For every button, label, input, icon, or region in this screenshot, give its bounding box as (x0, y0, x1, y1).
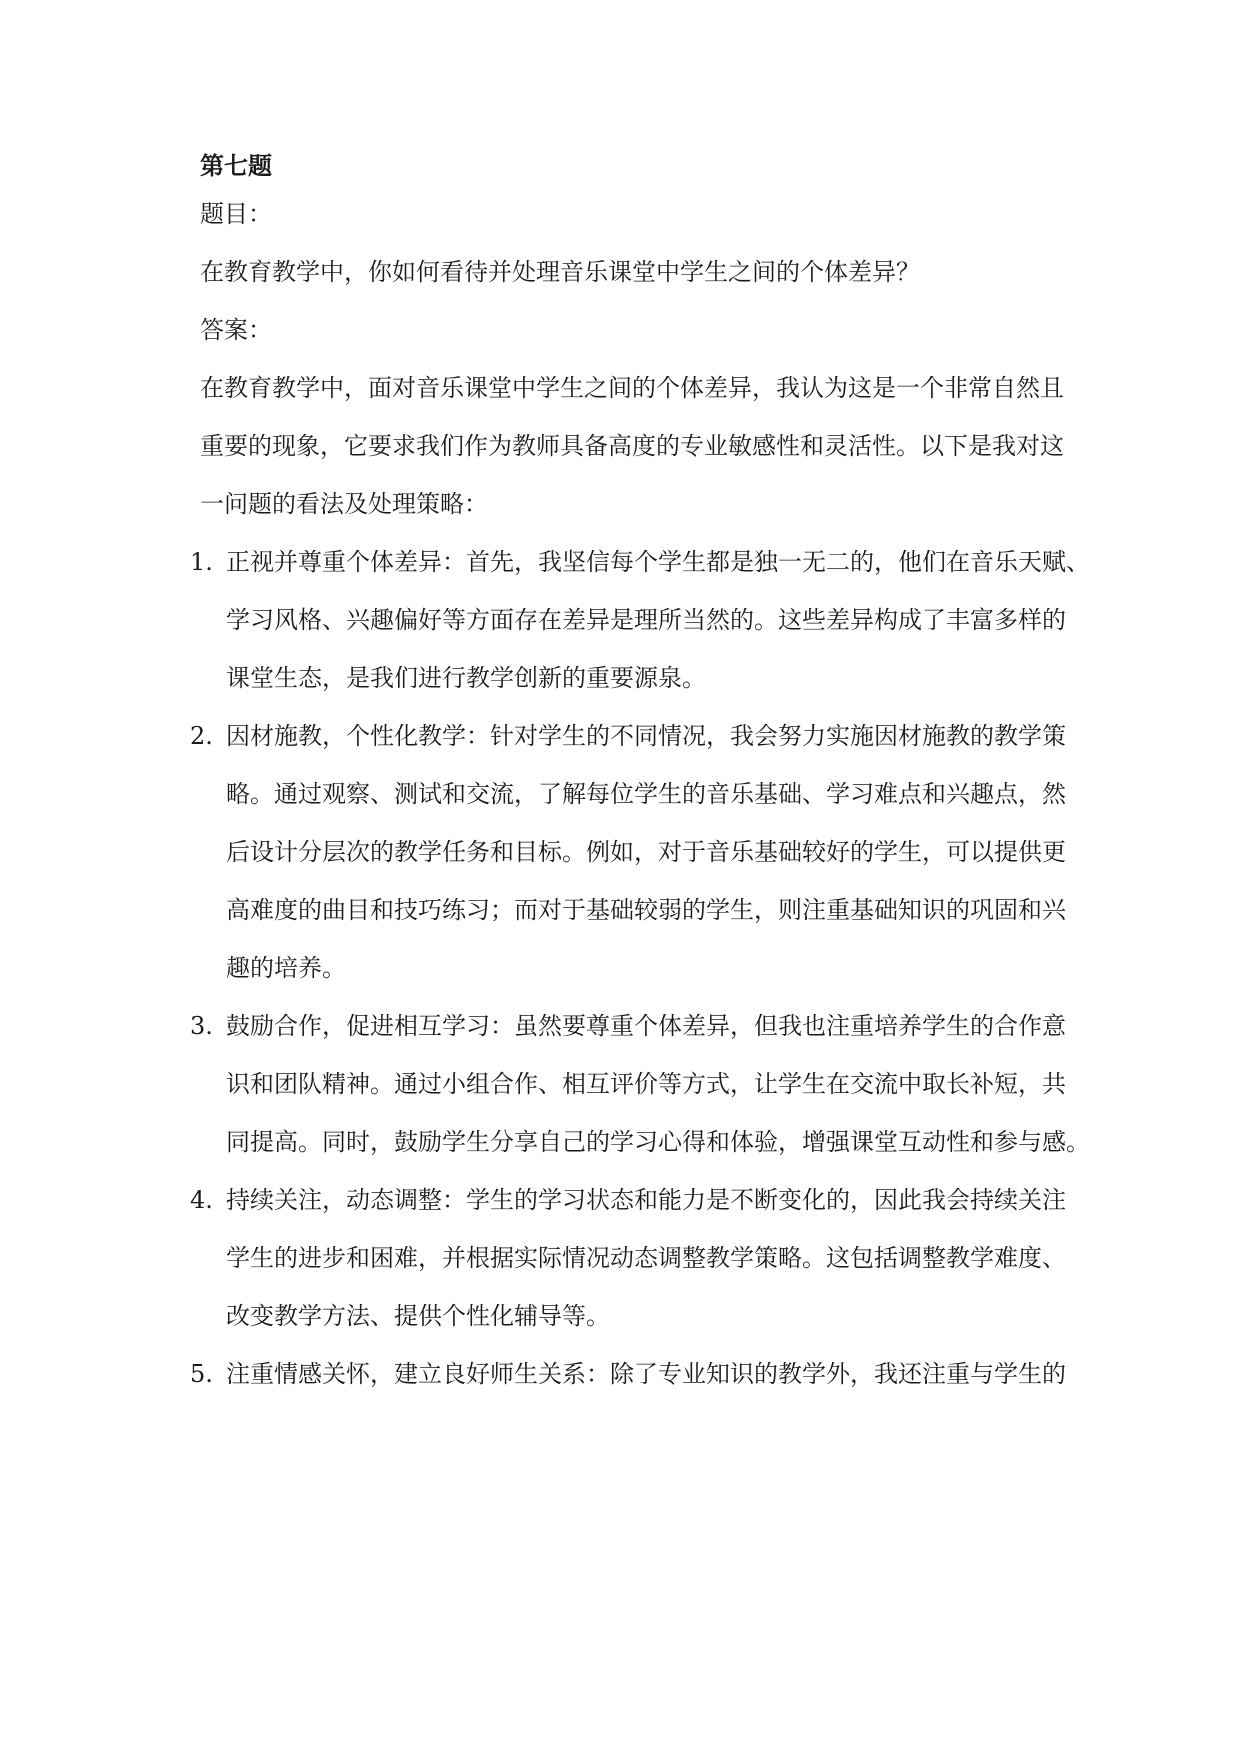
intro-line: 重要的现象，它要求我们作为教师具备高度的专业敏感性和灵活性。以下是我对这 (200, 432, 1064, 460)
question-label: 题目： (200, 200, 272, 228)
list-item-line: 学习风格、兴趣偏好等方面存在差异是理所当然的。这些差异构成了丰富多样的 (226, 606, 1066, 634)
list-item-line: 学生的进步和困难，并根据实际情况动态调整教学策略。这包括调整教学难度、 (226, 1244, 1066, 1272)
list-item-line: 趣的培养。 (226, 954, 346, 982)
list-item-line: 后设计分层次的教学任务和目标。例如，对于音乐基础较好的学生，可以提供更 (226, 838, 1066, 866)
list-item-line: 正视并尊重个体差异：首先，我坚信每个学生都是独一无二的，他们在音乐天赋、 (226, 548, 1090, 576)
list-item-number: 2. (190, 722, 213, 750)
list-item-line: 注重情感关怀，建立良好师生关系：除了专业知识的教学外，我还注重与学生的 (226, 1360, 1066, 1388)
question-text: 在教育教学中，你如何看待并处理音乐课堂中学生之间的个体差异？ (200, 258, 920, 286)
list-item-line: 高难度的曲目和技巧练习；而对于基础较弱的学生，则注重基础知识的巩固和兴 (226, 896, 1066, 924)
list-item-line: 同提高。同时，鼓励学生分享自己的学习心得和体验，增强课堂互动性和参与感。 (226, 1128, 1090, 1156)
list-item-number: 1. (190, 548, 213, 576)
intro-line: 一问题的看法及处理策略： (200, 490, 488, 518)
list-item-line: 略。通过观察、测试和交流，了解每位学生的音乐基础、学习难点和兴趣点，然 (226, 780, 1066, 808)
list-item-line: 因材施教，个性化教学：针对学生的不同情况，我会努力实施因材施教的教学策 (226, 722, 1066, 750)
list-item-number: 3. (190, 1012, 213, 1040)
list-item-number: 4. (190, 1186, 213, 1214)
intro-line: 在教育教学中，面对音乐课堂中学生之间的个体差异，我认为这是一个非常自然且 (200, 374, 1064, 402)
list-item-line: 持续关注，动态调整：学生的学习状态和能力是不断变化的，因此我会持续关注 (226, 1186, 1066, 1214)
list-item-line: 识和团队精神。通过小组合作、相互评价等方式，让学生在交流中取长补短，共 (226, 1070, 1066, 1098)
page-title: 第七题 (200, 151, 272, 180)
list-item-line: 鼓励合作，促进相互学习：虽然要尊重个体差异，但我也注重培养学生的合作意 (226, 1012, 1066, 1040)
answer-label: 答案： (200, 316, 272, 344)
list-item-number: 5. (190, 1360, 213, 1388)
list-item-line: 课堂生态，是我们进行教学创新的重要源泉。 (226, 664, 706, 692)
list-item-line: 改变教学方法、提供个性化辅导等。 (226, 1302, 610, 1330)
